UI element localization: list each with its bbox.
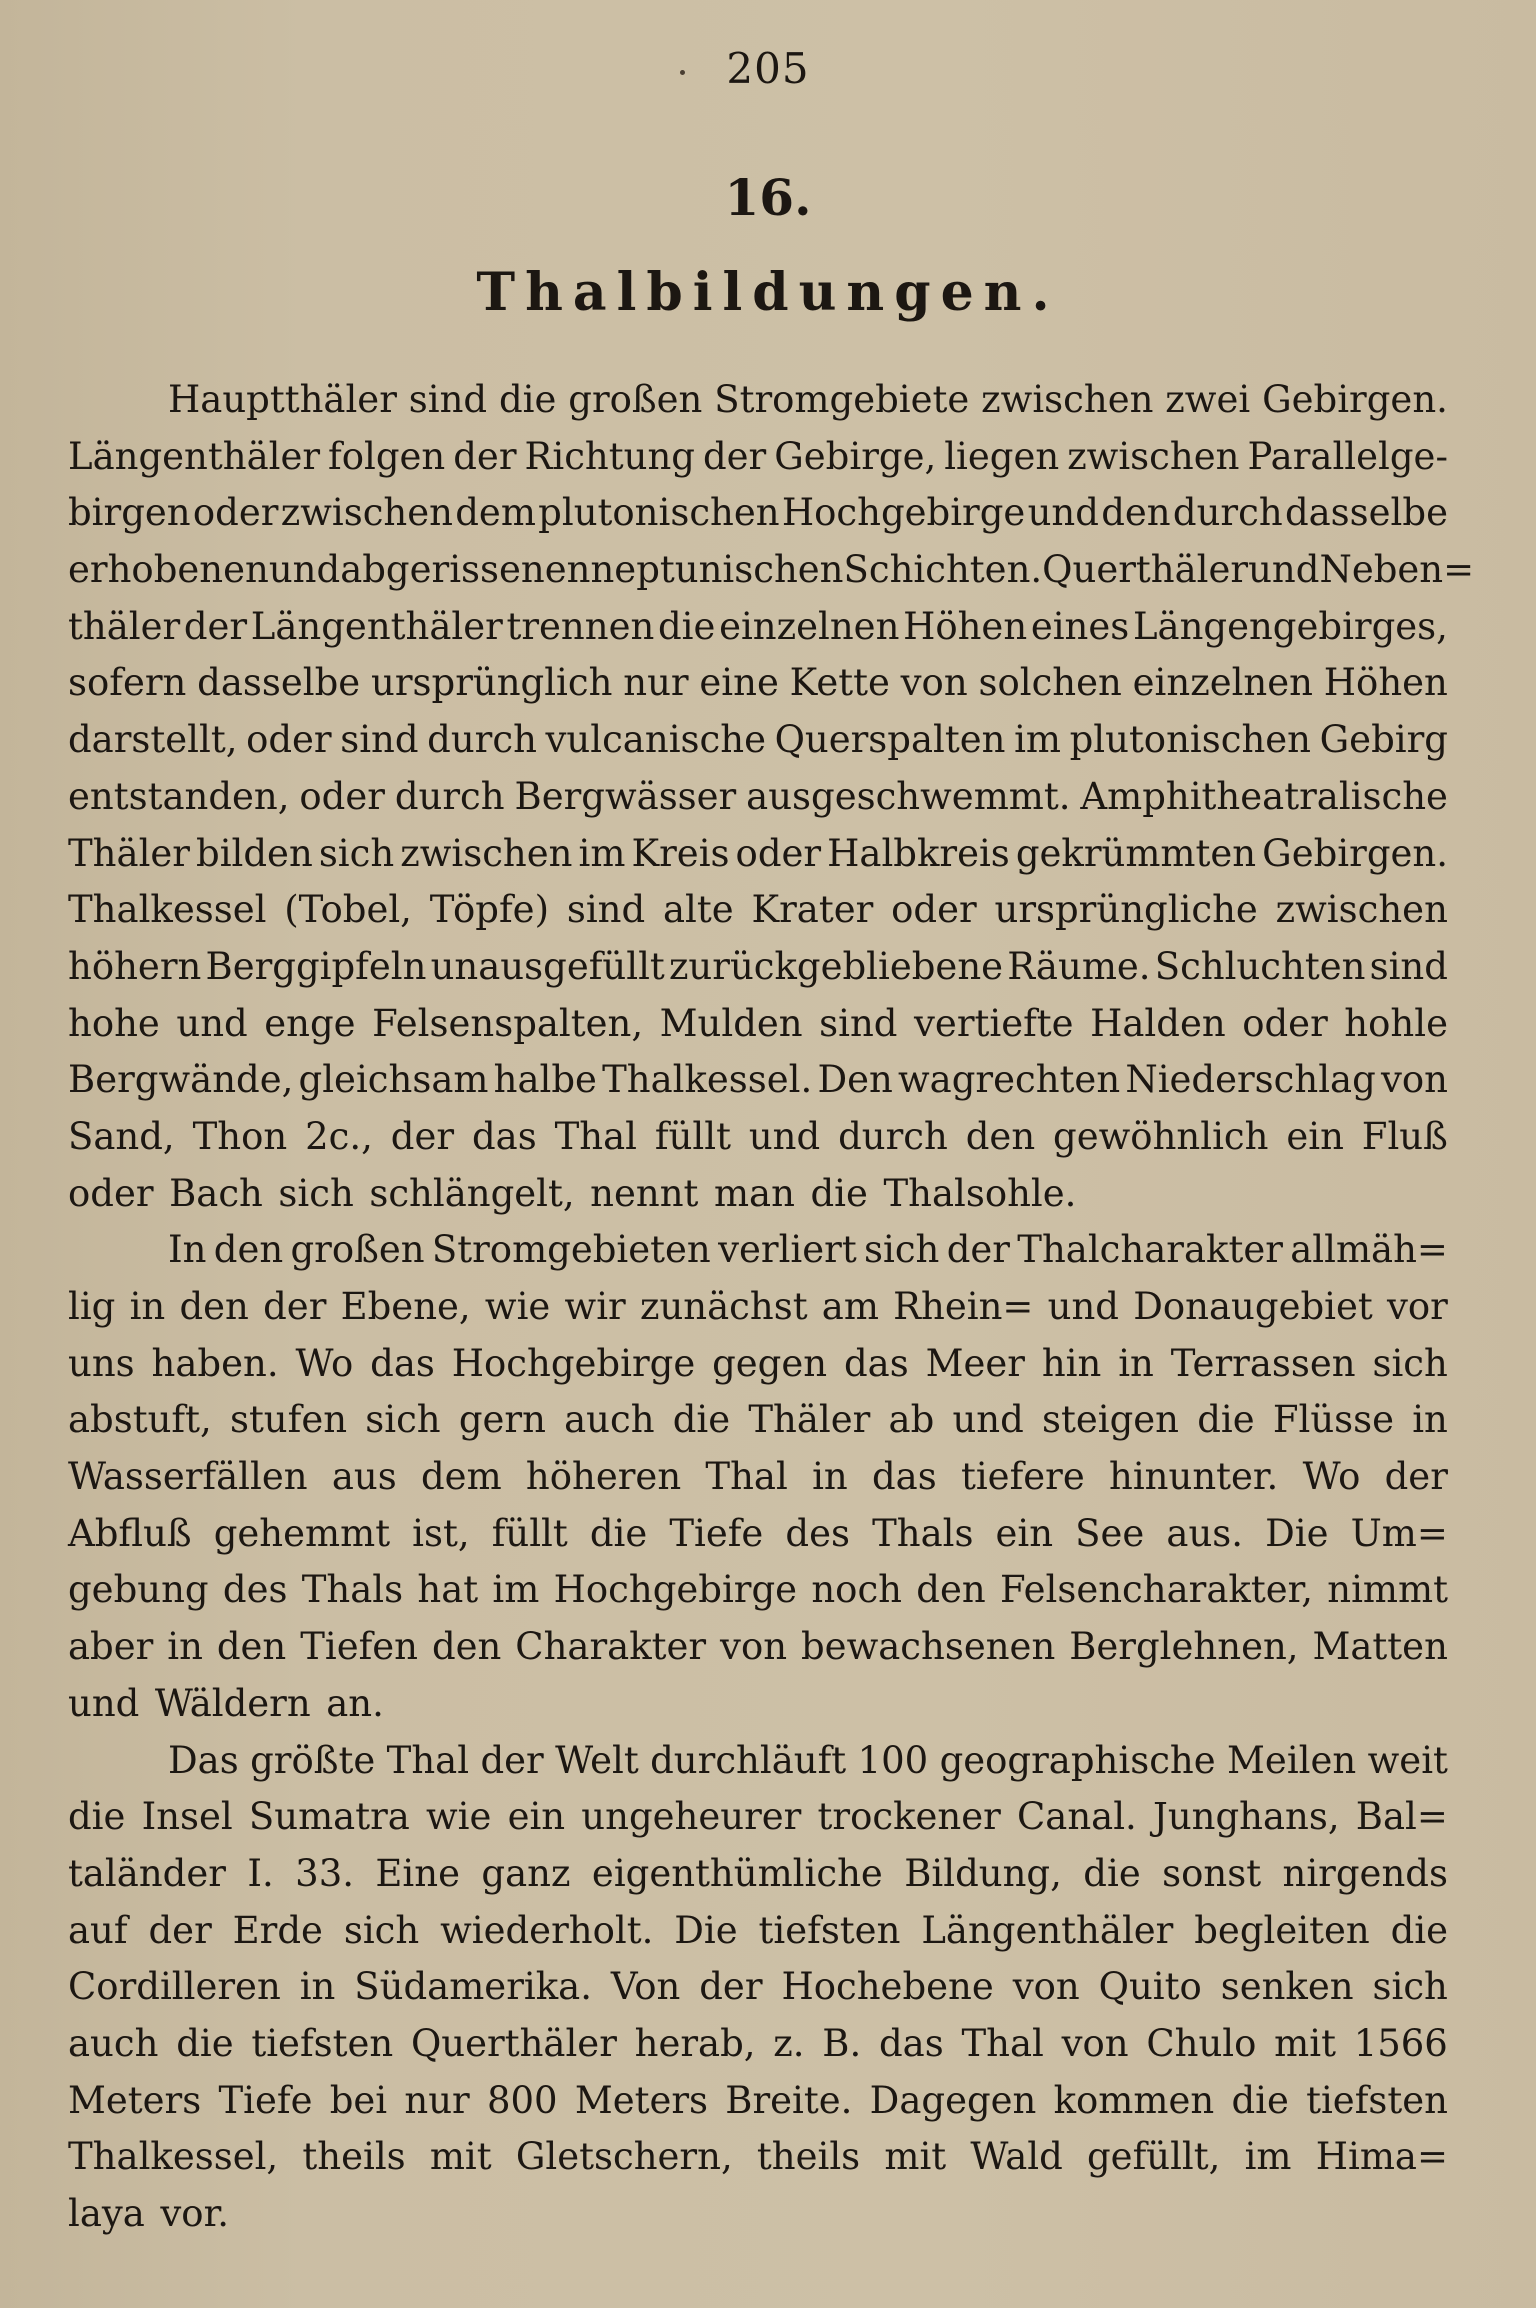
text-line: aber in den Tiefen den Charakter von bewachsenen Berglehnen, Matten — [68, 1625, 1448, 1669]
text-line: Thalkessel (Tobel, Töpfe) sind alte Krater oder ursprüngliche zwischen — [68, 888, 1448, 932]
text-line: Meters Tiefe bei nur 800 Meters Breite. Dagegen kommen die tiefsten — [68, 2078, 1448, 2122]
chapter-number: 16. — [724, 168, 812, 227]
paragraph — [68, 1733, 1448, 2243]
text-line: die Insel Sumatra wie ein ungeheurer trockener Canal. Junghans, Bal= — [68, 1795, 1448, 1839]
text-line: Abfluß gehemmt ist, füllt die Tiefe des Thals ein See aus. Die Um= — [68, 1511, 1448, 1555]
paragraph — [68, 372, 1475, 1222]
text-line: entstanden, oder durch Bergwässer ausgeschwemmt. Amphitheatralische — [68, 774, 1448, 818]
text-line: uns haben. Wo das Hochgebirge gegen das Meer hin in Terrassen sich — [68, 1341, 1448, 1385]
text-line: birgen oder zwischen dem plutonischen Hochgebirge und den durch dasselbe — [68, 491, 1448, 535]
text-line: Bergwände, gleichsam halbe Thalkessel. Den wagrechten Niederschlag von — [68, 1058, 1448, 1102]
text-line: lig in den der Ebene, wie wir zunächst am Rhein= und Donaugebiet vor — [68, 1285, 1448, 1328]
text-line: oder Bach sich schlängelt, nennt man die Thalsohle. — [68, 1171, 1077, 1215]
text-line: In den großen Stromgebieten verliert sich der Thalcharakter allmäh= — [168, 1228, 1448, 1272]
text-line: laya vor. — [68, 2192, 229, 2235]
page-number: 205 — [726, 44, 810, 93]
text-line: gebung des Thals hat im Hochgebirge noch den Felsencharakter, nimmt — [68, 1568, 1448, 1612]
chapter-title: Thalbildungen. — [476, 262, 1060, 323]
text-line: auf der Erde sich wiederholt. Die tiefsten Längenthäler begleiten die — [68, 1908, 1448, 1952]
text-line: sofern dasselbe ursprünglich nur eine Kette von solchen einzelnen Höhen — [68, 661, 1448, 705]
text-line: Das größte Thal der Welt durchläuft 100 geographische Meilen weit — [168, 1738, 1448, 1782]
text-line: thäler der Längenthäler trennen die einzelnen Höhen eines Längengebirges, — [68, 604, 1448, 648]
text-line: Thalkessel, theils mit Gletschern, theils mit Wald gefüllt, im Hima= — [68, 2135, 1448, 2179]
text-line: erhobenen und abgerissenen neptunischen Schichten. Querthäler und Neben= — [68, 548, 1475, 592]
text-line: auch die tiefsten Querthäler herab, z. B. das Thal von Chulo mit 1566 — [68, 2021, 1448, 2065]
text-line: und Wäldern an. — [68, 1681, 384, 1725]
body-text — [68, 372, 1475, 2243]
text-line: Cordilleren in Südamerika. Von der Hochebene von Quito senken sich — [68, 1965, 1448, 2009]
text-line: Thäler bilden sich zwischen im Kreis oder Halbkreis gekrümmten Gebirgen. — [68, 831, 1448, 875]
text-line: Hauptthäler sind die großen Stromgebiete zwischen zwei Gebirgen. — [168, 378, 1448, 421]
text-line: darstellt, oder sind durch vulcanische Querspalten im plutonischen Gebirg — [68, 718, 1448, 762]
text-line: hohe und enge Felsenspalten, Mulden sind vertiefte Halden oder hohle — [68, 1001, 1448, 1045]
text-line: abstuft, stufen sich gern auch die Thäler ab und steigen die Flüsse in — [68, 1398, 1448, 1442]
text-line: Wasserfällen aus dem höheren Thal in das tiefere hinunter. Wo der — [68, 1455, 1448, 1499]
text-line: taländer I. 33. Eine ganz eigenthümliche Bildung, die sonst nirgends — [68, 1851, 1448, 1895]
ink-dot — [680, 70, 685, 75]
text-line: höhern Berggipfeln unausgefüllt zurückgebliebene Räume. Schluchten sind — [68, 944, 1448, 988]
text-line: Sand, Thon 2c., der das Thal füllt und durch den gewöhnlich ein Fluß — [68, 1114, 1448, 1158]
paragraph — [68, 1222, 1448, 1732]
text-line: Längenthäler folgen der Richtung der Gebirge, liegen zwischen Parallelge- — [68, 434, 1448, 478]
